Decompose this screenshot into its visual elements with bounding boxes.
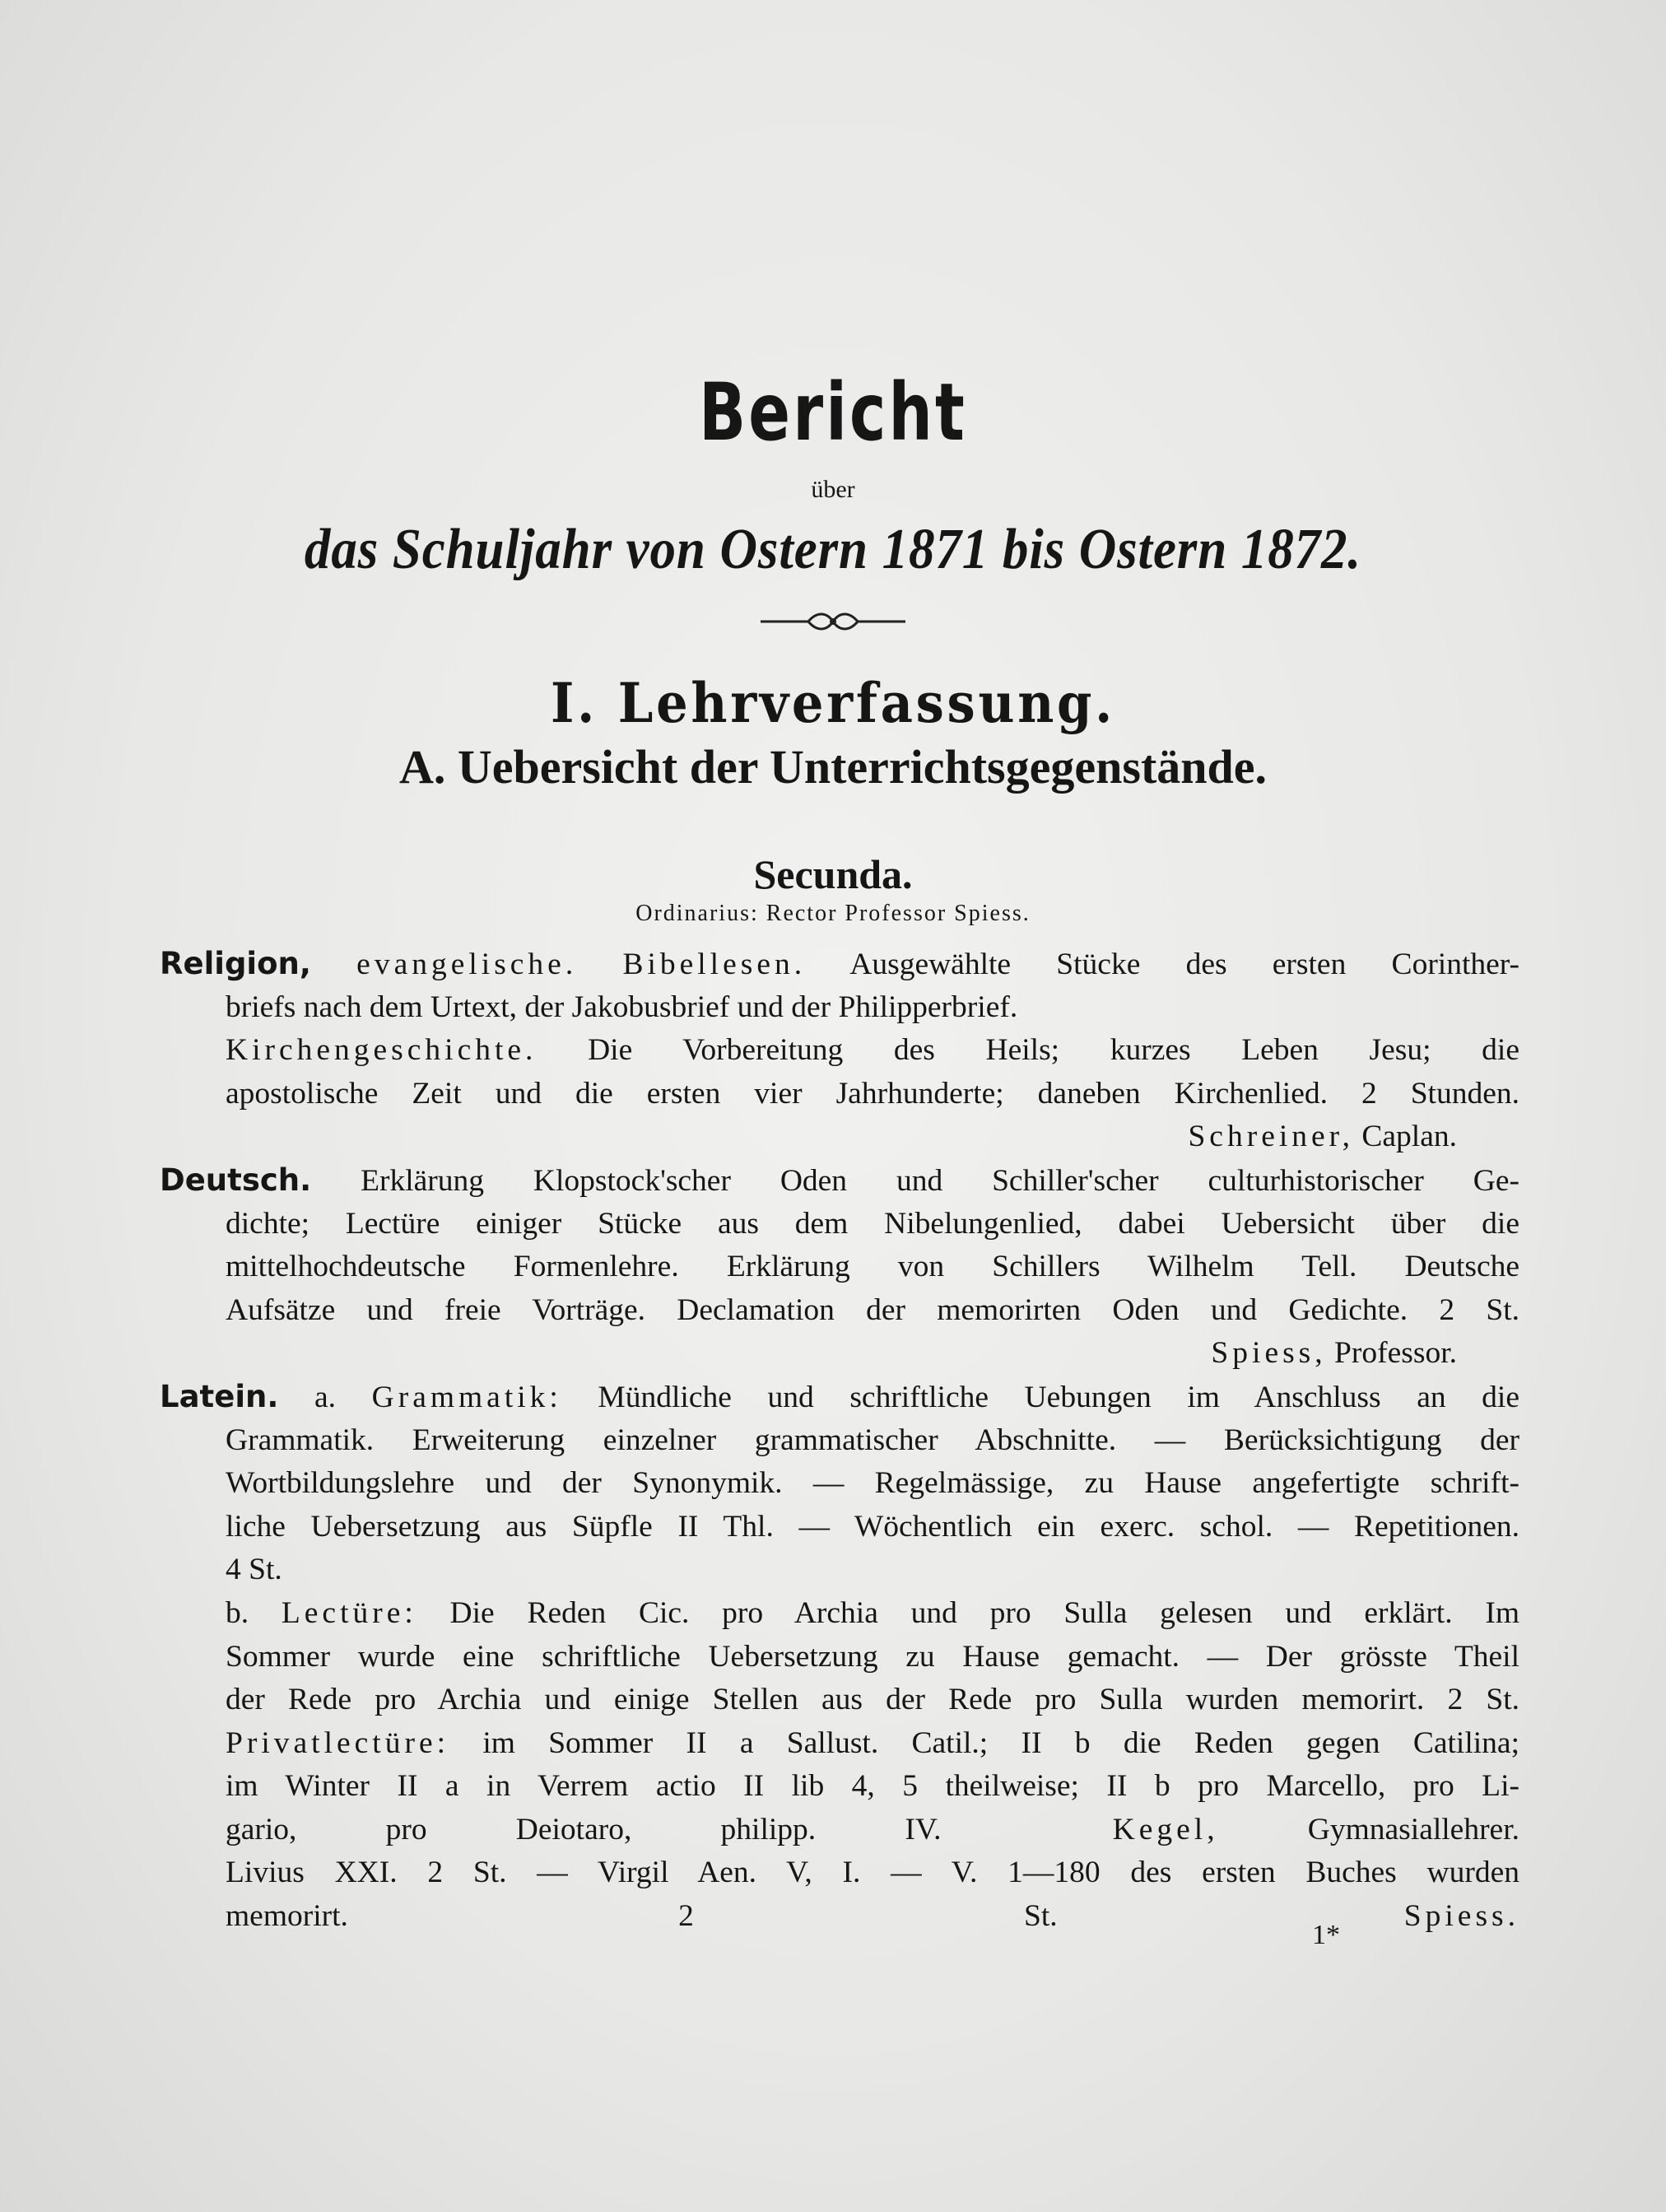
line-text: liche Uebersetzung aus Süpfle II Thl. — Wöchentlich ein exerc. schol. — Repetitionen. bbox=[226, 1509, 1519, 1544]
text-line bbox=[160, 1246, 1519, 1289]
spaced-term: Privatlectüre: bbox=[226, 1725, 450, 1760]
line-text: gario, pro Deiotaro, philipp. IV. bbox=[226, 1812, 942, 1846]
teacher-name: Spiess, bbox=[1211, 1336, 1327, 1371]
subject-label: Latein. bbox=[160, 1378, 279, 1414]
text-line bbox=[160, 1073, 1519, 1116]
line-text: Aufsätze und freie Vorträge. Declamation der memorirten Oden und Gedichte. 2 St. bbox=[226, 1292, 1519, 1327]
line-text: mittelhochdeutsche Formenlehre. Erklärung von Schillers Wilhelm Tell. Deutsche bbox=[226, 1250, 1519, 1284]
section-subheading: A. Uebersicht der Unterrichtsgegenstände. bbox=[398, 740, 1268, 794]
text-line bbox=[160, 1851, 1519, 1895]
text-line bbox=[160, 1722, 1519, 1766]
latein-paragraph bbox=[160, 1376, 1519, 1939]
ornament-divider bbox=[0, 609, 1666, 634]
text-line bbox=[160, 1462, 1519, 1506]
teacher-line bbox=[160, 1332, 1519, 1376]
teacher-name: Schreiner, bbox=[1188, 1120, 1355, 1154]
line-text: dichte; Lectüre einiger Stücke aus dem Nibelungenlied, dabei Uebersicht über die bbox=[226, 1206, 1519, 1241]
line-text: Mündliche und schriftliche Uebungen im Anschluss an die bbox=[598, 1380, 1519, 1414]
signature-mark: 1* bbox=[1312, 1920, 1340, 1950]
document-body bbox=[160, 943, 1519, 1939]
line-text: im Winter II a in Verrem actio II lib 4, 5 theilweise; II b pro Marcello, pro Li- bbox=[226, 1769, 1519, 1804]
line-text: Die Vorbereitung des Heils; kurzes Leben Jesu; die bbox=[588, 1033, 1519, 1068]
line-text: memorirt. 2 St. bbox=[226, 1899, 1058, 1934]
line-text: 4 St. bbox=[226, 1553, 282, 1587]
line-text: Sommer wurde eine schriftliche Uebersetzung zu Hause gemacht. — Der grösste Theil bbox=[226, 1639, 1519, 1674]
text-line bbox=[160, 1592, 1519, 1636]
ordinarius-line: Ordinarius: Rector Professor Spiess. bbox=[635, 901, 1031, 926]
line-text: apostolische Zeit und die ersten vier Jahrhunderte; daneben Kirchenlied. 2 Stunden. bbox=[226, 1076, 1519, 1111]
teacher-title: Gymnasiallehrer. bbox=[1307, 1812, 1519, 1846]
item-prefix: a. bbox=[314, 1380, 337, 1414]
text-line bbox=[160, 1289, 1519, 1333]
line-text: Die Reden Cic. pro Archia und pro Sulla gelesen und erklärt. Im bbox=[449, 1595, 1520, 1630]
line-text: Erklärung Klopstock'scher Oden und Schiller'scher culturhistorischer Ge- bbox=[361, 1163, 1520, 1198]
line-text: der Rede pro Archia und einige Stellen aus der Rede pro Sulla wurden memorirt. 2 St. bbox=[226, 1683, 1519, 1717]
text-line bbox=[160, 1159, 1519, 1203]
teacher-line bbox=[160, 1115, 1519, 1159]
line-text: Wortbildungslehre und der Synonymik. — Regelmässige, zu Hause angefertigte schrift- bbox=[226, 1466, 1519, 1501]
religion-paragraph bbox=[160, 943, 1519, 1159]
text-line bbox=[160, 1029, 1519, 1073]
line-text: im Sommer II a Sallust. Catil.; II b die Reden gegen Catilina; bbox=[482, 1725, 1519, 1760]
text-line bbox=[160, 1636, 1519, 1679]
teacher-title: Caplan. bbox=[1361, 1120, 1457, 1154]
line-text: Livius XXI. 2 St. — Virgil Aen. V, I. — V. 1—180 des ersten Buches wurden bbox=[226, 1856, 1519, 1890]
class-heading: Secunda. bbox=[753, 851, 913, 897]
text-line bbox=[160, 986, 1519, 1030]
text-line bbox=[160, 1548, 1519, 1592]
text-line bbox=[160, 1419, 1519, 1463]
text-line bbox=[160, 1506, 1519, 1549]
document-subtitle: das Schuljahr von Ostern 1871 bis Ostern 1872. bbox=[304, 518, 1362, 581]
teacher-name: Spiess. bbox=[1403, 1899, 1520, 1934]
spaced-term: Grammatik: bbox=[371, 1380, 562, 1414]
section-heading: I. Lehrverfassung. bbox=[550, 671, 1116, 735]
line-text: Grammatik. Erweiterung einzelner grammatischer Abschnitte. — Berücksichtigung der bbox=[226, 1423, 1519, 1457]
line-text: Ausgewählte Stücke des ersten Corinther- bbox=[849, 948, 1520, 981]
text-line bbox=[160, 1203, 1519, 1246]
spaced-term: Bibellesen. bbox=[622, 948, 807, 981]
text-line bbox=[160, 1809, 1519, 1852]
spaced-term: Kirchengeschichte. bbox=[226, 1033, 537, 1068]
teacher-title: Professor. bbox=[1334, 1336, 1457, 1371]
text-line bbox=[160, 943, 1519, 986]
text-line bbox=[160, 1376, 1519, 1419]
ornament-icon bbox=[759, 609, 907, 634]
item-prefix: b. bbox=[226, 1595, 249, 1630]
text-line bbox=[160, 1765, 1519, 1809]
title-connector: über bbox=[811, 476, 855, 503]
spaced-term: evangelische. bbox=[356, 948, 578, 981]
subject-label: Deutsch. bbox=[160, 1162, 312, 1198]
text-line bbox=[160, 1679, 1519, 1722]
line-text: briefs nach dem Urtext, der Jakobusbrief und der Philipperbrief. bbox=[226, 990, 1018, 1024]
deutsch-paragraph bbox=[160, 1159, 1519, 1376]
spaced-term: Lectüre: bbox=[281, 1595, 417, 1630]
subject-label: Religion, bbox=[160, 946, 311, 981]
document-title: Bericht bbox=[699, 366, 967, 459]
teacher-name: Kegel, bbox=[1112, 1812, 1219, 1846]
